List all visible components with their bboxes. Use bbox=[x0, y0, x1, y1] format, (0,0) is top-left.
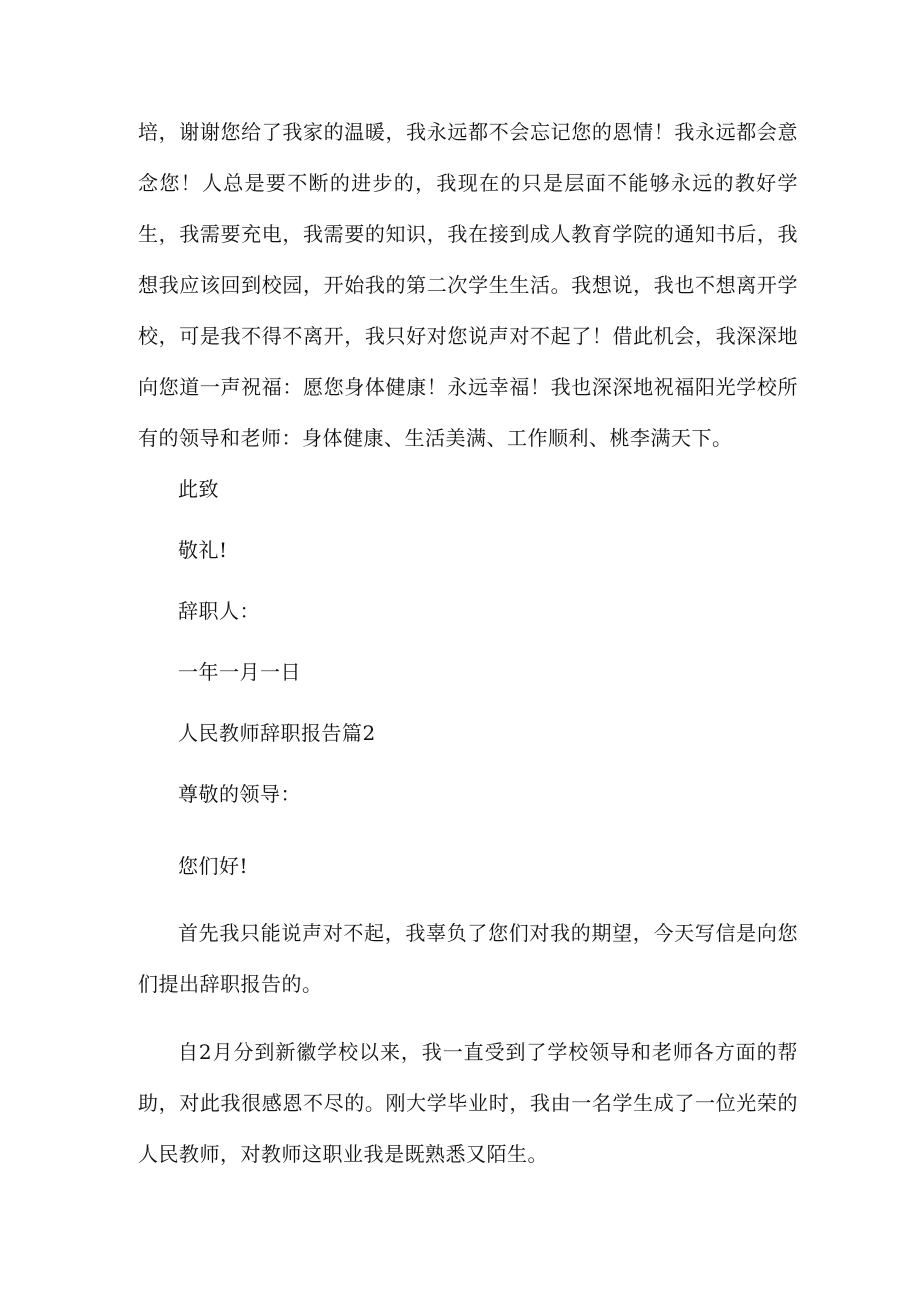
closing-line-1: 此致 bbox=[178, 477, 219, 501]
continuation-paragraph: 培，谢谢您给了我家的温暖，我永远都不会忘记您的恩情！我永远都会意念您！人总是要不断的进步的，我现在的只是层面不能够永远的教好学生，我需要充电，我需要的知识，我在接到成人教育学院的通知书后，我想我应该回到校园，开始我的第二次学生生活。我想说，我也不想离开学校，可是我不得不离开，我只好对您说声对不起了！借此机会，我深深地向您道一声祝福：愿您身体健康！永远幸福！我也深深地祝福阳光学校所有的领导和老师：身体健康、生活美满、工作顺利、桃李满天下。 bbox=[138, 120, 798, 450]
section-title: 人民教师辞职报告篇2 bbox=[178, 721, 376, 745]
date-line: 一年一月一日 bbox=[178, 660, 301, 684]
greeting: 您们好! bbox=[178, 854, 249, 878]
salutation: 尊敬的领导： bbox=[178, 782, 301, 806]
paragraph-background: 自2月分到新徽学校以来，我一直受到了学校领导和老师各方面的帮助，对此我很感恩不尽的。刚大学毕业时，我由一名学生成了一位光荣的人民教师，对教师这职业我是既熟悉又陌生。 bbox=[138, 1040, 798, 1166]
signer-label: 辞职人： bbox=[178, 599, 260, 623]
closing-line-2: 敬礼! bbox=[178, 538, 228, 562]
paragraph-apology: 首先我只能说声对不起，我辜负了您们对我的期望，今天写信是向您们提出辞职报告的。 bbox=[138, 921, 798, 996]
